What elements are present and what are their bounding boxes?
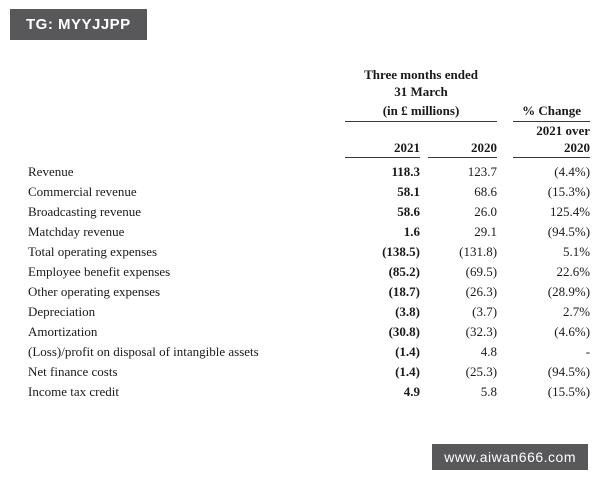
value-2020: 26.0 bbox=[474, 204, 498, 219]
value-2020: 29.1 bbox=[474, 224, 498, 239]
telegram-badge: TG: MYYJJPP bbox=[10, 9, 147, 40]
website-watermark: www.aiwan666.com bbox=[432, 444, 588, 470]
value-2020: (32.3) bbox=[465, 324, 498, 339]
value-change: (4.6%) bbox=[554, 324, 591, 339]
row-label: Matchday revenue bbox=[28, 224, 125, 239]
row-label: Total operating expenses bbox=[28, 244, 158, 259]
row-label: Amortization bbox=[28, 324, 98, 339]
value-2021: (30.8) bbox=[388, 324, 420, 339]
table-row-loss-profit-disposal bbox=[28, 342, 590, 362]
header-change-sub-row bbox=[28, 122, 590, 139]
value-change: (15.5%) bbox=[547, 384, 591, 399]
header-years-row bbox=[28, 138, 590, 158]
value-2021: 1.6 bbox=[403, 224, 420, 239]
value-change: (4.4%) bbox=[554, 164, 591, 179]
value-2020: 4.8 bbox=[480, 344, 498, 359]
value-change: (15.3%) bbox=[547, 184, 591, 199]
period-title: Three months ended bbox=[364, 67, 478, 82]
table-row-amortization bbox=[28, 322, 590, 342]
value-2021: (1.4) bbox=[395, 364, 420, 379]
value-2021: (138.5) bbox=[382, 244, 420, 259]
header-period-line2 bbox=[28, 83, 590, 100]
table-row-total-operating-expenses bbox=[28, 242, 590, 262]
change-sub-year: 2020 bbox=[513, 138, 590, 158]
value-change: (28.9%) bbox=[547, 284, 591, 299]
value-2021: 58.1 bbox=[397, 184, 420, 199]
value-2020: (69.5) bbox=[465, 264, 498, 279]
financial-table bbox=[28, 66, 590, 402]
value-change: 2.7% bbox=[562, 304, 591, 319]
row-label: Commercial revenue bbox=[28, 184, 137, 199]
header-period-line1 bbox=[28, 66, 590, 83]
value-2020: 68.6 bbox=[474, 184, 498, 199]
year-2020-header: 2020 bbox=[428, 138, 497, 158]
value-2020: (131.8) bbox=[459, 244, 498, 259]
row-label: Income tax credit bbox=[28, 384, 119, 399]
year-2021-header: 2021 bbox=[345, 138, 420, 158]
table-row-matchday-revenue bbox=[28, 222, 590, 242]
units-label: (in £ millions) bbox=[345, 100, 497, 122]
value-change: 5.1% bbox=[562, 244, 591, 259]
table-row-broadcasting-revenue bbox=[28, 202, 590, 222]
value-2020: (3.7) bbox=[472, 304, 498, 319]
row-label: (Loss)/profit on disposal of intangible assets bbox=[28, 344, 259, 359]
value-2021: 118.3 bbox=[391, 164, 420, 179]
value-2021: 4.9 bbox=[403, 384, 420, 399]
row-label: Revenue bbox=[28, 164, 74, 179]
change-sub-label: 2021 over bbox=[536, 123, 591, 138]
value-2020: (25.3) bbox=[465, 364, 498, 379]
value-2021: 58.6 bbox=[397, 204, 420, 219]
row-label: Other operating expenses bbox=[28, 284, 161, 299]
value-2020: 5.8 bbox=[480, 384, 498, 399]
period-subtitle: 31 March bbox=[394, 84, 448, 99]
value-2021: (3.8) bbox=[395, 304, 420, 319]
value-change: - bbox=[585, 344, 591, 359]
table-row-employee-benefit-expenses bbox=[28, 262, 590, 282]
header-units-row bbox=[28, 100, 590, 122]
table-row-net-finance-costs bbox=[28, 362, 590, 382]
row-label: Net finance costs bbox=[28, 364, 118, 379]
table-row-depreciation bbox=[28, 302, 590, 322]
row-label: Broadcasting revenue bbox=[28, 204, 141, 219]
value-change: 125.4% bbox=[549, 204, 591, 219]
value-2020: (26.3) bbox=[465, 284, 498, 299]
table-row-income-tax-credit bbox=[28, 382, 590, 402]
value-2021: (18.7) bbox=[388, 284, 420, 299]
value-change: (94.5%) bbox=[547, 224, 591, 239]
value-2020: 123.7 bbox=[467, 164, 498, 179]
table-row-other-operating-expenses bbox=[28, 282, 590, 302]
row-label: Employee benefit expenses bbox=[28, 264, 171, 279]
value-2021: (85.2) bbox=[388, 264, 420, 279]
value-change: (94.5%) bbox=[547, 364, 591, 379]
change-column-header: % Change bbox=[513, 100, 590, 122]
value-change: 22.6% bbox=[556, 264, 591, 279]
row-label: Depreciation bbox=[28, 304, 96, 319]
table-row-commercial-revenue bbox=[28, 182, 590, 202]
value-2021: (1.4) bbox=[395, 344, 420, 359]
table-row-revenue bbox=[28, 162, 590, 182]
